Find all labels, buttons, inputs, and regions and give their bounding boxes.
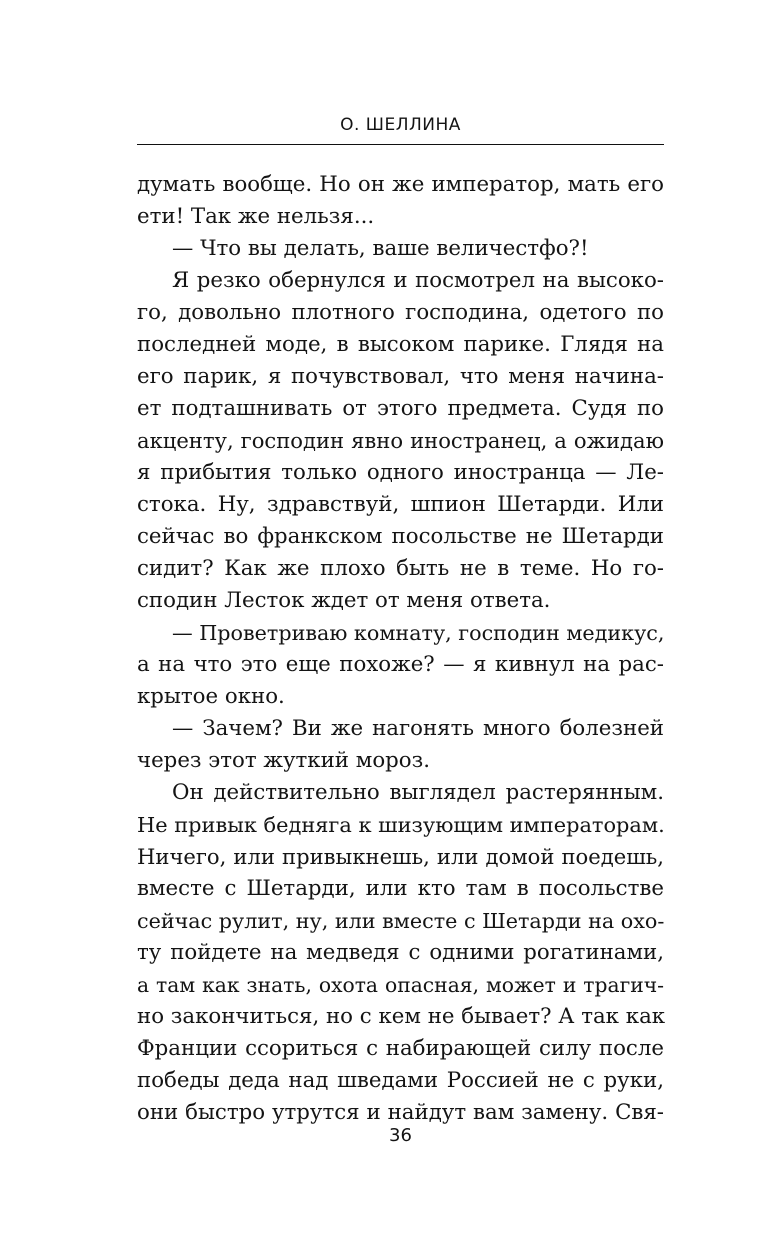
text-line: ети! Так же нельзя... — [137, 204, 375, 229]
text-line: Не привык бедняга к шизующим императорам. — [137, 813, 665, 837]
page-number: 36 — [389, 1125, 412, 1146]
running-head-author: О. ШЕЛЛИНА — [340, 115, 461, 135]
text-line: — Что вы делать, ваше величестфо?! — [172, 236, 589, 261]
text-line: его парик, я почувствовал, что меня начина- — [137, 364, 664, 389]
text-line: они быстро утрутся и найдут вам замену. Свя- — [137, 1100, 664, 1125]
text-line: сейчас рулит, ну, или вместе с Шетарди на охо- — [137, 909, 665, 933]
text-line: Он действительно выглядел растерянным. — [172, 780, 664, 805]
text-line: сейчас во франкском посольстве не Шетарди — [137, 524, 664, 549]
text-line: го, довольно плотного господина, одетого по — [137, 300, 664, 325]
text-line: Франции ссориться с набирающей силу после — [137, 1036, 664, 1061]
header-rule — [137, 144, 664, 145]
text-line: сидит? Как же плохо быть не в теме. Но го- — [137, 556, 664, 581]
text-line: сподин Лесток ждет от меня ответа. — [137, 588, 551, 613]
text-line: — Зачем? Ви же нагонять много болезней — [172, 716, 664, 741]
text-line: акценту, господин явно иностранец, а ожидаю — [137, 428, 664, 453]
text-line: через этот жуткий мороз. — [137, 748, 430, 773]
text-line: но закончиться, но с кем не бывает? А так как — [137, 1004, 666, 1029]
text-line: последней моде, в высоком парике. Глядя на — [137, 332, 664, 357]
text-line: — Проветриваю комнату, господин медикус, — [172, 621, 665, 645]
text-line: думать вообще. Но он же император, мать его — [137, 172, 664, 197]
text-line: Я резко обернулся и посмотрел на высоко- — [172, 268, 664, 293]
text-line: победы деда над шведами Россией не с руки, — [137, 1068, 664, 1093]
text-line: Ничего, или привыкнешь, или домой поедешь, — [137, 844, 664, 869]
text-line: я прибытия только одного иностранца — Ле- — [137, 460, 664, 485]
text-line: крытое окно. — [137, 684, 285, 709]
text-line: стока. Ну, здравствуй, шпион Шетарди. Или — [137, 492, 664, 517]
body-text — [137, 169, 664, 1129]
text-line: вместе с Шетарди, или кто там в посольстве — [137, 876, 664, 901]
text-line: ту пойдете на медведя с одними рогатинами, — [137, 940, 664, 965]
text-line: а там как знать, охота опасная, может и трагич- — [137, 973, 664, 997]
text-line: а на что это еще похоже? — я кивнул на рас- — [137, 652, 664, 677]
text-line: ет подташнивать от этого предмета. Судя по — [137, 396, 664, 421]
